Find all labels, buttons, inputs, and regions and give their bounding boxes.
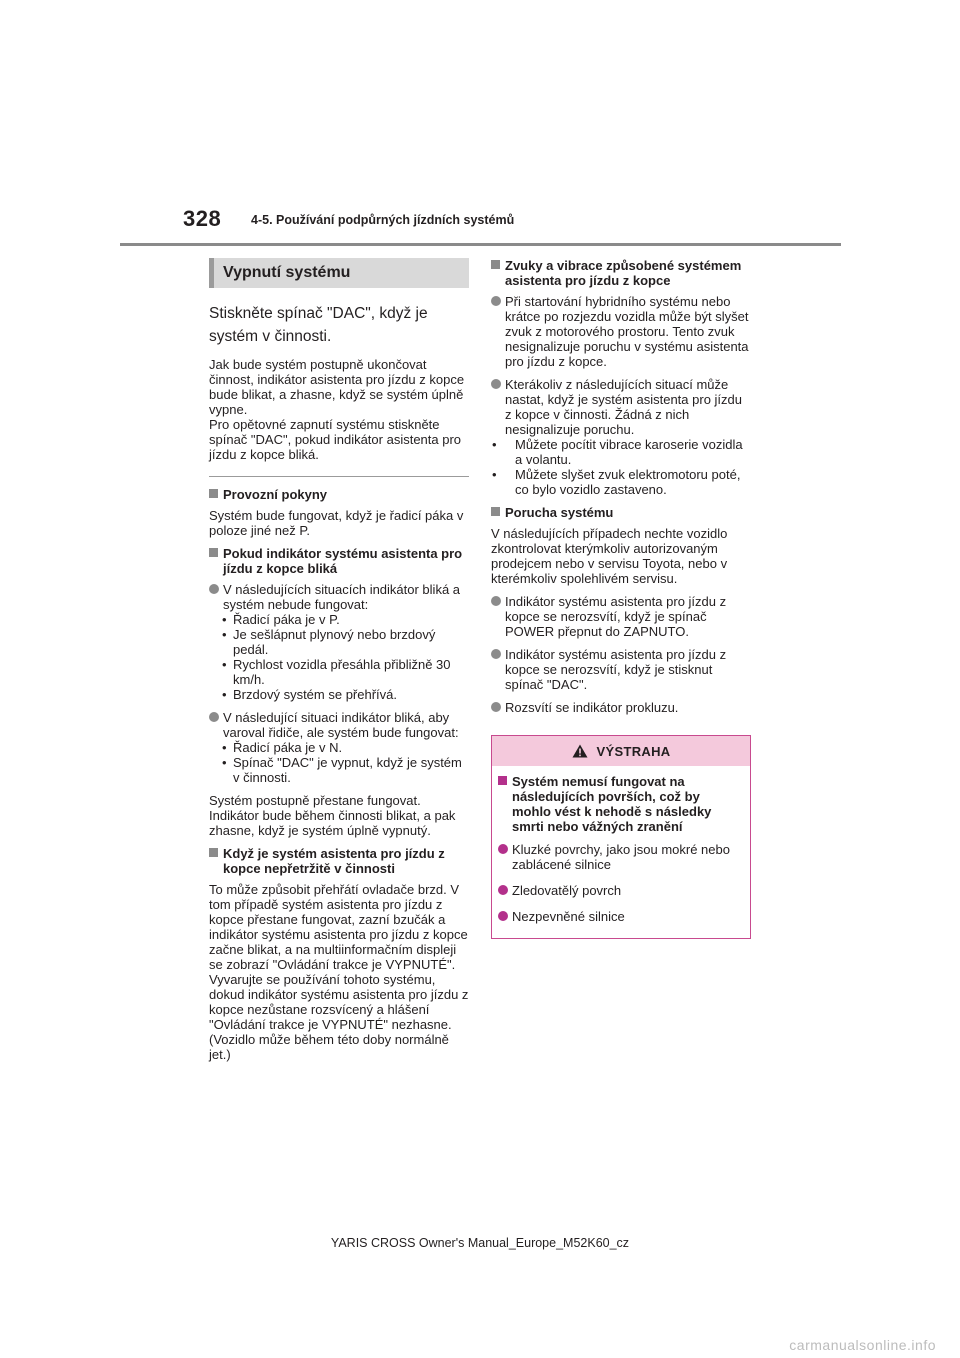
circle-bullet-icon bbox=[491, 379, 501, 389]
square-bullet-icon bbox=[491, 260, 500, 269]
subheading-text: Porucha systému bbox=[505, 505, 614, 520]
warning-body bbox=[492, 766, 750, 924]
bullet-item bbox=[491, 377, 751, 497]
paragraph: Systém postupně přestane fungovat. Indikátor bude během činnosti blikat, a pak zhasne, když je systém úplně vypnutý. bbox=[209, 793, 456, 838]
bullet-item bbox=[491, 647, 751, 692]
circle-bullet-icon bbox=[491, 596, 501, 606]
lead-instruction: Stiskněte spínač "DAC", když je systém v činnosti. bbox=[209, 305, 428, 345]
warning-item-text: Zledovatělý povrch bbox=[512, 883, 622, 898]
warning-item-text: Kluzké povrchy, jako jsou mokré nebo zablácené silnice bbox=[512, 842, 730, 872]
warning-heading bbox=[498, 774, 742, 834]
circle-bullet-icon bbox=[498, 844, 508, 854]
intro-paragraph: Pro opětovné zapnutí systému stiskněte spínač "DAC", pokud indikátor asistenta pro jízdu z kopce bliká. bbox=[209, 417, 462, 462]
circle-bullet-icon bbox=[498, 885, 508, 895]
subheading-pokud bbox=[209, 546, 469, 576]
subheading-text: Provozní pokyny bbox=[223, 487, 328, 502]
subheading-text: Pokud indikátor systému asistenta pro jízdu z kopce bliká bbox=[223, 546, 463, 576]
subheading-provozni bbox=[209, 487, 469, 502]
bullet-item bbox=[209, 710, 469, 785]
sub-list-item: • Řadicí páka je v N. bbox=[222, 740, 343, 755]
sub-list-item: • Rychlost vozidla přesáhla přibližně 30 km/h. bbox=[222, 657, 451, 687]
page-number: 328 bbox=[183, 206, 222, 231]
subheading-zvuky bbox=[491, 258, 751, 288]
sub-list-item: • Spínač "DAC" je vypnut, když je systém v činnosti. bbox=[222, 755, 462, 785]
bullet-text: Indikátor systému asistenta pro jízdu z kopce se nerozsvítí, když je spínač POWER přepnut do ZAPNUTO. bbox=[505, 594, 727, 639]
square-bullet-icon bbox=[498, 776, 507, 785]
warning-item bbox=[498, 883, 742, 898]
intro-paragraph: Jak bude systém postupně ukončovat činnost, indikátor asistenta pro jízdu z kopce bude blikat, a zhasne, když se systém úplně vypne. bbox=[209, 357, 465, 417]
bullet-item bbox=[491, 294, 751, 369]
circle-bullet-icon bbox=[209, 584, 219, 594]
section-banner: Vypnutí systému bbox=[209, 258, 469, 288]
warning-triangle-icon bbox=[572, 744, 588, 758]
watermark[interactable]: carmanualsonline.info bbox=[789, 1337, 936, 1353]
bullet-text: V následujících situacích indikátor bliká a systém nebude fungovat: bbox=[223, 582, 461, 612]
chapter-title: 4-5. Používání podpůrných jízdních systémů bbox=[251, 213, 515, 227]
sub-list-item: • Řadicí páka je v P. bbox=[222, 612, 340, 627]
bullet-text: Rozsvítí se indikátor prokluzu. bbox=[505, 700, 679, 715]
header-rule bbox=[120, 243, 841, 246]
left-column bbox=[209, 258, 469, 1070]
warning-item bbox=[498, 842, 742, 872]
warning-heading-text: Systém nemusí fungovat na následujících površích, což by mohlo vést k nehodě s následky smrti nebo vážných zranění bbox=[512, 774, 712, 834]
circle-bullet-icon bbox=[491, 296, 501, 306]
bullet-item bbox=[491, 594, 751, 639]
square-bullet-icon bbox=[491, 507, 500, 516]
warning-header bbox=[492, 736, 750, 766]
right-column bbox=[491, 258, 751, 939]
paragraph: Systém bude fungovat, když je řadicí páka v poloze jiné než P. bbox=[209, 508, 464, 538]
circle-bullet-icon bbox=[491, 702, 501, 712]
bullet-text: V následující situaci indikátor bliká, aby varoval řidiče, ale systém bude fungovat: bbox=[223, 710, 459, 740]
paragraph: To může způsobit přehřátí ovladače brzd. V tom případě systém asistenta pro jízdu z kopce přestane fungovat, zazní bzučák a indikátor systému asistenta pro jízdu z kopce začne blikat, a na multiinformačním displeji se zobrazí "Ovládání trakce je VYPNUTÉ". Vyvarujte se používání tohoto systému, dokud indikátor systému asistenta pro jízdu z kopce nezůstane rozsvícený a hlášení "Ovládání trakce je VYPNUTÉ" nezhasne. (Vozidlo může během této doby normálně jet.) bbox=[209, 882, 469, 1062]
bullet-item bbox=[209, 582, 469, 702]
footer-manual-id: YARIS CROSS Owner's Manual_Europe_M52K60_cz bbox=[330, 1236, 630, 1250]
sub-list-item: • Brzdový systém se přehřívá. bbox=[222, 687, 397, 702]
subheading-text: Zvuky a vibrace způsobené systémem asistenta pro jízdu z kopce bbox=[505, 258, 742, 288]
subheading-porucha bbox=[491, 505, 751, 520]
sub-list-item: • Můžete pocítit vibrace karoserie vozidla a volantu. bbox=[492, 437, 743, 467]
bullet-text: Indikátor systému asistenta pro jízdu z kopce se nerozsvítí, když je stisknut spínač "DAC". bbox=[505, 647, 727, 692]
circle-bullet-icon bbox=[498, 911, 508, 921]
warning-item bbox=[498, 909, 742, 924]
section-divider bbox=[209, 476, 469, 477]
warning-label: VÝSTRAHA bbox=[596, 743, 671, 759]
sub-list-item: • Můžete slyšet zvuk elektromotoru poté, co bylo vozidlo zastaveno. bbox=[492, 467, 741, 497]
warning-item-text: Nezpevněné silnice bbox=[512, 909, 625, 924]
bullet-text: Při startování hybridního systému nebo krátce po rozjezdu vozidla může být slyšet zvuk z motorového prostoru. Tento zvuk nesignalizuje poruchu v systému asistenta pro jízdu z kopce. bbox=[505, 294, 749, 369]
circle-bullet-icon bbox=[491, 649, 501, 659]
warning-box bbox=[491, 735, 751, 939]
bullet-item bbox=[491, 700, 751, 715]
bullet-text: Kterákoliv z následujících situací může nastat, když je systém asistenta pro jízdu z kopce v činnosti. Žádná z nich nesignalizuje poruchu. bbox=[505, 377, 742, 437]
square-bullet-icon bbox=[209, 548, 218, 557]
subheading-text: Když je systém asistenta pro jízdu z kopce nepřetržitě v činnosti bbox=[223, 846, 445, 876]
square-bullet-icon bbox=[209, 489, 218, 498]
square-bullet-icon bbox=[209, 848, 218, 857]
sub-list-item: • Je sešlápnut plynový nebo brzdový pedál. bbox=[222, 627, 436, 657]
circle-bullet-icon bbox=[209, 712, 219, 722]
paragraph: V následujících případech nechte vozidlo zkontrolovat kterýmkoliv autorizovaným prodejcem nebo v servisu Toyota, nebo v kterémkoliv spolehlivém servisu. bbox=[491, 526, 728, 586]
subheading-kdyz bbox=[209, 846, 469, 876]
